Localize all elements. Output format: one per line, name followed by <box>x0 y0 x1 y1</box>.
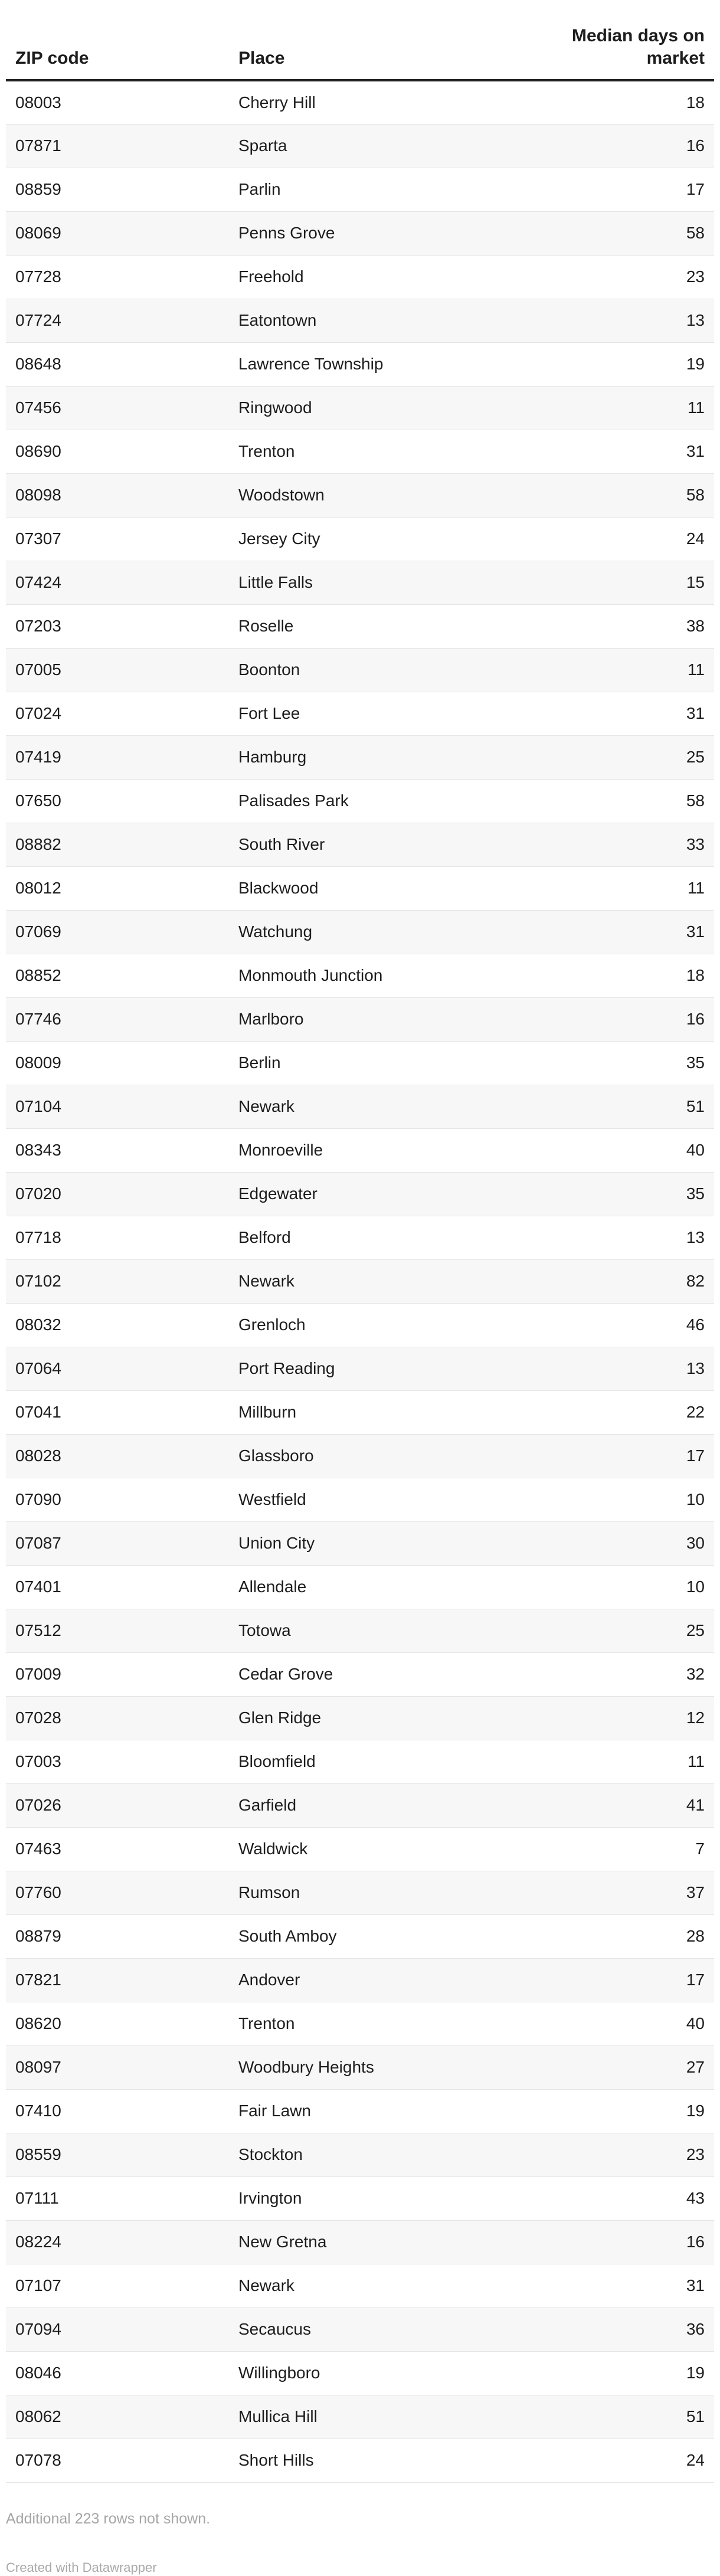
zip-cell: 07028 <box>6 1696 229 1740</box>
table-row <box>6 1783 714 1827</box>
days-cell: 22 <box>559 1390 714 1434</box>
table-row <box>6 2307 714 2351</box>
days-cell: 13 <box>559 1347 714 1390</box>
zip-cell: 07650 <box>6 779 229 823</box>
table-row <box>6 1259 714 1303</box>
zip-cell: 07069 <box>6 910 229 954</box>
zip-cell: 08882 <box>6 823 229 866</box>
zip-cell: 07203 <box>6 604 229 648</box>
table-row <box>6 561 714 604</box>
days-cell: 23 <box>559 2133 714 2176</box>
place-cell: Woodstown <box>229 473 559 517</box>
zip-cell: 08097 <box>6 2045 229 2089</box>
place-cell: Stockton <box>229 2133 559 2176</box>
table-row <box>6 1390 714 1434</box>
column-header-days[interactable]: Median days on market <box>559 0 714 80</box>
days-cell: 40 <box>559 1128 714 1172</box>
table-row <box>6 1871 714 1914</box>
days-cell: 35 <box>559 1172 714 1216</box>
table-row <box>6 2264 714 2307</box>
days-cell: 30 <box>559 1521 714 1565</box>
place-cell: Boonton <box>229 648 559 692</box>
place-cell: Little Falls <box>229 561 559 604</box>
days-cell: 58 <box>559 473 714 517</box>
table-row <box>6 211 714 255</box>
days-cell: 16 <box>559 2220 714 2264</box>
place-cell: Westfield <box>229 1478 559 1521</box>
table-row <box>6 823 714 866</box>
days-cell: 51 <box>559 2395 714 2438</box>
zip-cell: 07005 <box>6 648 229 692</box>
days-cell: 58 <box>559 779 714 823</box>
zip-cell: 07024 <box>6 692 229 735</box>
place-cell: Garfield <box>229 1783 559 1827</box>
zip-cell: 08690 <box>6 430 229 473</box>
table-row <box>6 2002 714 2045</box>
table-row <box>6 1521 714 1565</box>
place-cell: Totowa <box>229 1609 559 1652</box>
table-row <box>6 1041 714 1085</box>
days-cell: 46 <box>559 1303 714 1347</box>
table-row <box>6 1958 714 2002</box>
table-row <box>6 1347 714 1390</box>
place-cell: Glassboro <box>229 1434 559 1478</box>
table-row <box>6 954 714 997</box>
table-row <box>6 299 714 342</box>
days-cell: 43 <box>559 2176 714 2220</box>
days-cell: 11 <box>559 648 714 692</box>
zip-cell: 08069 <box>6 211 229 255</box>
zip-cell: 08009 <box>6 1041 229 1085</box>
days-cell: 37 <box>559 1871 714 1914</box>
table-row <box>6 386 714 430</box>
table-row <box>6 1740 714 1783</box>
table-row <box>6 648 714 692</box>
days-cell: 17 <box>559 1434 714 1478</box>
place-cell: Fair Lawn <box>229 2089 559 2133</box>
days-cell: 27 <box>559 2045 714 2089</box>
zip-cell: 07512 <box>6 1609 229 1652</box>
zip-cell: 07003 <box>6 1740 229 1783</box>
zip-cell: 08620 <box>6 2002 229 2045</box>
days-cell: 12 <box>559 1696 714 1740</box>
zip-cell: 07760 <box>6 1871 229 1914</box>
zip-cell: 07728 <box>6 255 229 299</box>
days-cell: 19 <box>559 2089 714 2133</box>
table-row <box>6 124 714 168</box>
days-cell: 33 <box>559 823 714 866</box>
zip-cell: 08224 <box>6 2220 229 2264</box>
place-cell: South Amboy <box>229 1914 559 1958</box>
days-cell: 17 <box>559 168 714 211</box>
days-cell: 36 <box>559 2307 714 2351</box>
place-cell: Palisades Park <box>229 779 559 823</box>
place-cell: Watchung <box>229 910 559 954</box>
table-row <box>6 1216 714 1259</box>
days-cell: 31 <box>559 910 714 954</box>
zip-cell: 07463 <box>6 1827 229 1871</box>
place-cell: Mullica Hill <box>229 2395 559 2438</box>
days-cell: 18 <box>559 954 714 997</box>
zip-cell: 07104 <box>6 1085 229 1128</box>
days-cell: 38 <box>559 604 714 648</box>
zip-cell: 08559 <box>6 2133 229 2176</box>
place-cell: Sparta <box>229 124 559 168</box>
days-cell: 19 <box>559 342 714 386</box>
place-cell: Edgewater <box>229 1172 559 1216</box>
place-cell: Irvington <box>229 2176 559 2220</box>
days-cell: 82 <box>559 1259 714 1303</box>
table-row <box>6 1478 714 1521</box>
table-row <box>6 2438 714 2482</box>
zip-cell: 08046 <box>6 2351 229 2395</box>
days-cell: 11 <box>559 1740 714 1783</box>
days-cell: 13 <box>559 299 714 342</box>
table-row <box>6 1434 714 1478</box>
table-row <box>6 2045 714 2089</box>
days-cell: 16 <box>559 997 714 1041</box>
place-cell: Bloomfield <box>229 1740 559 1783</box>
zip-cell: 08879 <box>6 1914 229 1958</box>
table-row <box>6 1085 714 1128</box>
zip-cell: 07724 <box>6 299 229 342</box>
zip-cell: 08003 <box>6 80 229 124</box>
place-cell: Short Hills <box>229 2438 559 2482</box>
zip-cell: 08012 <box>6 866 229 910</box>
table-row <box>6 604 714 648</box>
zip-cell: 08859 <box>6 168 229 211</box>
table-row <box>6 517 714 561</box>
table-row <box>6 2176 714 2220</box>
days-cell: 58 <box>559 211 714 255</box>
zip-cell: 08648 <box>6 342 229 386</box>
days-cell: 41 <box>559 1783 714 1827</box>
zip-cell: 07419 <box>6 735 229 779</box>
place-cell: Willingboro <box>229 2351 559 2395</box>
place-cell: Fort Lee <box>229 692 559 735</box>
table-row <box>6 1609 714 1652</box>
place-cell: Andover <box>229 1958 559 2002</box>
place-cell: Secaucus <box>229 2307 559 2351</box>
header-row <box>6 0 714 80</box>
days-cell: 25 <box>559 1609 714 1652</box>
table-notes: Additional 223 rows not shown. <box>6 2510 211 2527</box>
days-cell: 7 <box>559 1827 714 1871</box>
zip-cell: 07064 <box>6 1347 229 1390</box>
table-row <box>6 1128 714 1172</box>
zip-cell: 07041 <box>6 1390 229 1434</box>
table-body <box>6 80 714 2482</box>
place-cell: Newark <box>229 1085 559 1128</box>
zip-cell: 07410 <box>6 2089 229 2133</box>
days-cell: 19 <box>559 2351 714 2395</box>
zip-cell: 07424 <box>6 561 229 604</box>
place-cell: Newark <box>229 2264 559 2307</box>
zip-cell: 07746 <box>6 997 229 1041</box>
zip-cell: 07111 <box>6 2176 229 2220</box>
place-cell: Allendale <box>229 1565 559 1609</box>
table-row <box>6 2089 714 2133</box>
table-row <box>6 1652 714 1696</box>
days-cell: 18 <box>559 80 714 124</box>
place-cell: Jersey City <box>229 517 559 561</box>
zip-cell: 08098 <box>6 473 229 517</box>
zip-cell: 07102 <box>6 1259 229 1303</box>
place-cell: Berlin <box>229 1041 559 1085</box>
table-row <box>6 1565 714 1609</box>
zip-cell: 07401 <box>6 1565 229 1609</box>
days-cell: 15 <box>559 561 714 604</box>
table-row <box>6 2133 714 2176</box>
place-cell: Lawrence Township <box>229 342 559 386</box>
table-row <box>6 735 714 779</box>
table-row <box>6 473 714 517</box>
table-row <box>6 168 714 211</box>
table-row <box>6 1827 714 1871</box>
zip-cell: 08852 <box>6 954 229 997</box>
place-cell: Rumson <box>229 1871 559 1914</box>
place-cell: Millburn <box>229 1390 559 1434</box>
zip-cell: 07078 <box>6 2438 229 2482</box>
days-cell: 17 <box>559 1958 714 2002</box>
table-row <box>6 1696 714 1740</box>
place-cell: Roselle <box>229 604 559 648</box>
zip-cell: 08032 <box>6 1303 229 1347</box>
place-cell: Woodbury Heights <box>229 2045 559 2089</box>
place-cell: Blackwood <box>229 866 559 910</box>
table-row <box>6 779 714 823</box>
days-cell: 23 <box>559 255 714 299</box>
place-cell: Waldwick <box>229 1827 559 1871</box>
table-row <box>6 2395 714 2438</box>
place-cell: Penns Grove <box>229 211 559 255</box>
place-cell: Grenloch <box>229 1303 559 1347</box>
zip-cell: 07107 <box>6 2264 229 2307</box>
table-row <box>6 1914 714 1958</box>
zip-cell: 07090 <box>6 1478 229 1521</box>
table-row <box>6 910 714 954</box>
zip-cell: 07307 <box>6 517 229 561</box>
table-row <box>6 2220 714 2264</box>
place-cell: Monroeville <box>229 1128 559 1172</box>
days-cell: 32 <box>559 1652 714 1696</box>
zip-cell: 07821 <box>6 1958 229 2002</box>
days-cell: 11 <box>559 866 714 910</box>
table-row <box>6 997 714 1041</box>
table-row <box>6 1172 714 1216</box>
days-cell: 11 <box>559 386 714 430</box>
place-cell: South River <box>229 823 559 866</box>
zip-cell: 07026 <box>6 1783 229 1827</box>
table-row <box>6 2351 714 2395</box>
place-cell: Belford <box>229 1216 559 1259</box>
zip-cell: 07087 <box>6 1521 229 1565</box>
table-row <box>6 692 714 735</box>
days-cell: 13 <box>559 1216 714 1259</box>
table-header <box>6 0 714 80</box>
place-cell: Ringwood <box>229 386 559 430</box>
zip-cell: 08028 <box>6 1434 229 1478</box>
column-header-place[interactable]: Place <box>229 0 559 80</box>
days-cell: 31 <box>559 430 714 473</box>
zip-cell: 07718 <box>6 1216 229 1259</box>
place-cell: Trenton <box>229 430 559 473</box>
zip-cell: 07871 <box>6 124 229 168</box>
days-cell: 24 <box>559 2438 714 2482</box>
table-row <box>6 866 714 910</box>
days-cell: 28 <box>559 1914 714 1958</box>
table-row <box>6 342 714 386</box>
table-row <box>6 80 714 124</box>
place-cell: New Gretna <box>229 2220 559 2264</box>
zip-cell: 07020 <box>6 1172 229 1216</box>
data-table <box>6 0 714 2483</box>
place-cell: Eatontown <box>229 299 559 342</box>
days-cell: 31 <box>559 692 714 735</box>
days-cell: 35 <box>559 1041 714 1085</box>
days-cell: 51 <box>559 1085 714 1128</box>
place-cell: Glen Ridge <box>229 1696 559 1740</box>
column-header-zip[interactable]: ZIP code <box>6 0 229 80</box>
days-cell: 16 <box>559 124 714 168</box>
place-cell: Parlin <box>229 168 559 211</box>
days-cell: 25 <box>559 735 714 779</box>
zip-cell: 07456 <box>6 386 229 430</box>
zip-cell: 07009 <box>6 1652 229 1696</box>
place-cell: Cherry Hill <box>229 80 559 124</box>
place-cell: Marlboro <box>229 997 559 1041</box>
days-cell: 10 <box>559 1565 714 1609</box>
table-row <box>6 255 714 299</box>
table-row <box>6 430 714 473</box>
days-cell: 24 <box>559 517 714 561</box>
zip-cell: 07094 <box>6 2307 229 2351</box>
credit-footer[interactable]: Created with Datawrapper <box>6 2559 157 2575</box>
place-cell: Newark <box>229 1259 559 1303</box>
place-cell: Union City <box>229 1521 559 1565</box>
table-row <box>6 1303 714 1347</box>
days-cell: 10 <box>559 1478 714 1521</box>
place-cell: Hamburg <box>229 735 559 779</box>
place-cell: Port Reading <box>229 1347 559 1390</box>
place-cell: Trenton <box>229 2002 559 2045</box>
days-cell: 40 <box>559 2002 714 2045</box>
zip-cell: 08343 <box>6 1128 229 1172</box>
place-cell: Freehold <box>229 255 559 299</box>
place-cell: Monmouth Junction <box>229 954 559 997</box>
place-cell: Cedar Grove <box>229 1652 559 1696</box>
zip-cell: 08062 <box>6 2395 229 2438</box>
days-cell: 31 <box>559 2264 714 2307</box>
